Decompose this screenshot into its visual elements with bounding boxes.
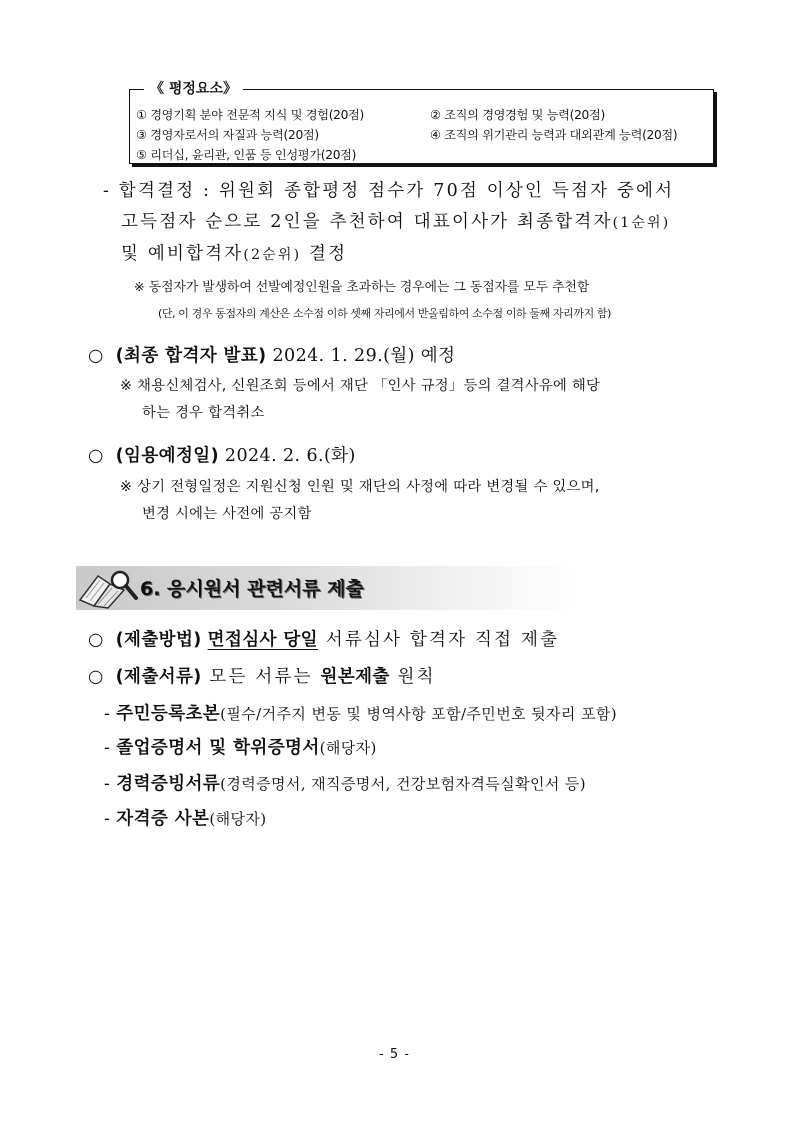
final-announcement-label: (최종 합격자 발표): [115, 346, 267, 366]
document-detail: (해당자): [209, 810, 267, 828]
submit-docs-label: (제출서류): [115, 667, 202, 687]
document-name: 주민등록초본: [116, 704, 221, 724]
page-number: - 5 -: [379, 1047, 410, 1062]
list-dash: -: [104, 704, 117, 724]
section-title: 6. 응시원서 관련서류 제출: [140, 578, 364, 600]
appointment-line: [88, 442, 356, 467]
submit-method-emphasis: 면접심사 당일: [207, 630, 318, 650]
evaluation-box-title: 《 평정요소》: [144, 78, 243, 98]
document-list-item: [104, 734, 377, 759]
appointment-label: (임용예정일): [115, 446, 219, 466]
book-magnifier-icon: [76, 566, 140, 610]
evaluation-item: ① 경영기획 분야 전문적 지식 및 경험(20점): [136, 108, 364, 122]
pass-decision-text: 및 예비합격자: [121, 244, 244, 264]
evaluation-item: ⑤ 리더십, 윤리관, 인품 등 인성평가(20점): [136, 148, 357, 162]
section-header: [76, 566, 581, 610]
submit-docs-line: [88, 663, 436, 688]
document-list-item: [104, 770, 586, 795]
list-dash: -: [104, 738, 117, 758]
final-announcement-line: [88, 342, 455, 367]
document-name: 졸업증명서 및 학위증명서: [116, 738, 320, 758]
final-announcement-note-2: 하는 경우 합격취소: [142, 405, 265, 421]
final-announcement-note-1: ※ 채용신체검사, 신원조회 등에서 재단 「인사 규정」등의 결격사유에 해당: [120, 378, 601, 394]
document-detail: (경력증명서, 재직증명서, 건강보험자격득실확인서 등): [220, 775, 587, 793]
appointment-note-1: ※ 상기 전형일정은 지원신청 인원 및 재단의 사정에 따라 변경될 수 있으며,: [120, 479, 600, 495]
submit-method-text: 서류심사 합격자 직접 제출: [317, 630, 560, 650]
submit-docs-emphasis: 원본제출: [320, 667, 390, 687]
final-announcement-date: 2024. 1. 29.(월) 예정: [266, 346, 456, 366]
bullet-icon: ○: [88, 346, 104, 366]
appointment-date: 2024. 2. 6.(화): [218, 446, 356, 466]
pass-decision-line-1: - 합격결정 : 위원회 종합평정 점수가 70점 이상인 득점자 중에서: [103, 181, 675, 201]
appointment-note-2: 변경 시에는 사전에 공지함: [142, 506, 312, 522]
submit-docs-text: 원칙: [389, 667, 436, 687]
submit-docs-text: 모든 서류는: [201, 667, 321, 687]
tie-note-detail: (단, 이 경우 동점자의 계산은 소수점 이하 셋째 자리에서 반올림하여 소수점 이하 둘째 자리까지 함): [158, 307, 612, 320]
evaluation-factors-box: [129, 81, 714, 164]
bullet-icon: ○: [88, 446, 104, 466]
evaluation-item: ③ 경영자로서의 자질과 능력(20점): [136, 128, 319, 142]
pass-decision-text: 결정: [301, 244, 348, 264]
bullet-icon: ○: [88, 630, 104, 650]
bullet-icon: ○: [88, 667, 104, 687]
document-detail: (해당자): [319, 739, 377, 757]
submit-method-label: (제출방법): [115, 630, 202, 650]
document-name: 경력증빙서류: [116, 774, 221, 794]
submit-method-line: [88, 626, 559, 651]
pass-decision-line-3: [121, 240, 347, 265]
pass-decision-text: 고득점자 순으로 2인을 추천하여 대표이사가 최종합격자: [121, 212, 613, 232]
document-list-item: [104, 805, 267, 830]
evaluation-item: ④ 조직의 위기관리 능력과 대외관계 능력(20점): [430, 128, 678, 142]
tie-note: ※ 동점자가 발생하여 선발예정인원을 초과하는 경우에는 그 동점자를 모두 추천함: [134, 280, 590, 295]
document-list-item: [104, 700, 617, 725]
evaluation-item: ② 조직의 경영경험 및 능력(20점): [430, 108, 605, 122]
pass-decision-rank: (1순위): [612, 215, 671, 231]
list-dash: -: [104, 809, 117, 829]
list-dash: -: [104, 774, 117, 794]
pass-decision-line-2: [121, 208, 670, 233]
document-detail: (필수/거주지 변동 및 병역사항 포함/주민번호 뒷자리 포함): [220, 705, 618, 723]
document-name: 자격증 사본: [116, 809, 210, 829]
pass-decision-rank: (2순위): [243, 247, 302, 263]
